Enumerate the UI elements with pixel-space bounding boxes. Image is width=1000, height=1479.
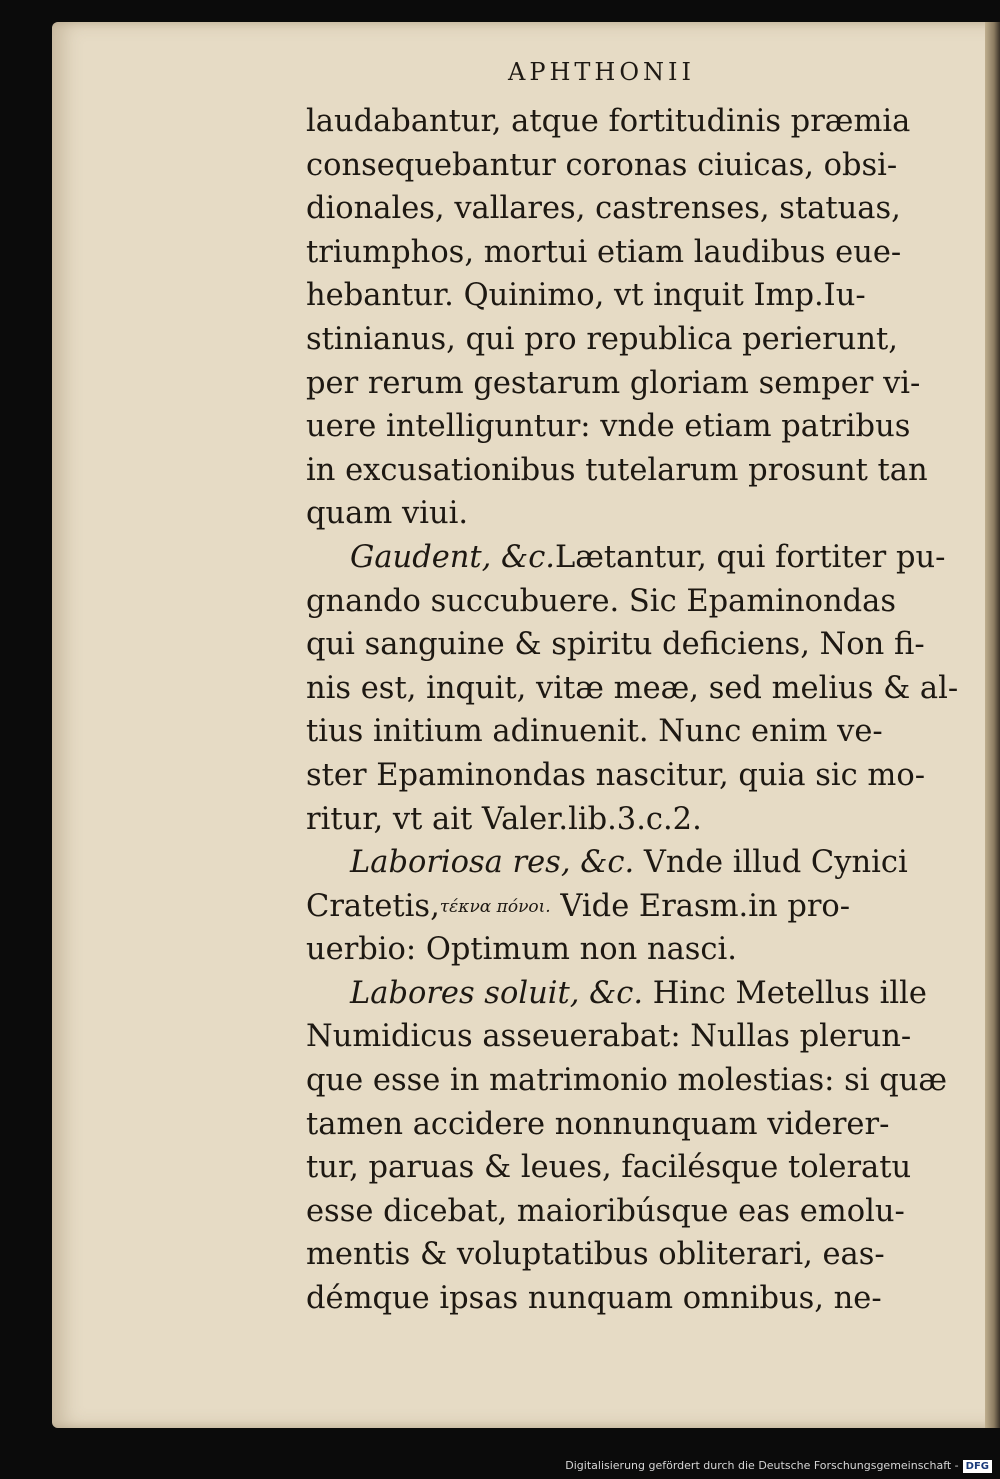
text-line: ritur, vt ait Valer.lib.3.c.2.	[306, 801, 702, 837]
text-line: esse dicebat, maioribúsque eas emolu-	[306, 1193, 905, 1229]
text-line: uere intelliguntur: vnde etiam patribus	[306, 409, 911, 445]
text-line: Cratetis,τέκνα πόνοι. Vide Erasm.in pro-	[306, 888, 851, 924]
text-line: gnando succubuere. Sic Epaminondas	[306, 583, 896, 619]
paragraph-start-line: Labores soluit, &c. Hinc Metellus ille	[350, 975, 927, 1011]
lemma: Laboriosa res, &c.	[350, 845, 635, 881]
text-line: quam viui.	[306, 496, 469, 532]
text-line: tius initium adinuenit. Nunc enim ve-	[306, 714, 883, 750]
text-line: mentis & voluptatibus obliterari, eas-	[306, 1237, 885, 1273]
text-line: nis est, inquit, vitæ meæ, sed melius & al-	[306, 670, 959, 706]
paragraph-start-line: Laboriosa res, &c. Vnde illud Cynici	[350, 845, 908, 881]
credit-text: Digitalisierung gefördert durch die Deutsche Forschungsgemeinschaft -	[565, 1459, 959, 1472]
text-line: tur, paruas & leues, facilésque toleratu	[306, 1150, 912, 1186]
dfg-logo: DFG	[963, 1460, 992, 1473]
text-line: hebantur. Quinimo, vt inquit Imp.Iu-	[306, 278, 866, 314]
text-line: uerbio: Optimum non nasci.	[306, 932, 737, 968]
text-line: que esse in matrimonio molestias: si quæ	[306, 1063, 948, 1099]
lemma: Gaudent, &c.	[350, 539, 555, 575]
text-line: ster Epaminondas nascitur, quia sic mo-	[306, 757, 925, 793]
text-line: stinianus, qui pro republica perierunt,	[306, 321, 898, 357]
text-line: in excusationibus tutelarum prosunt tan	[306, 452, 928, 488]
text-line: tamen accidere nonnunquam viderer-	[306, 1106, 890, 1142]
text-line: démque ipsas nunquam omnibus, ne-	[306, 1281, 882, 1317]
page-edge	[985, 22, 1000, 1428]
text-line: triumphos, mortui etiam laudibus eue-	[306, 234, 902, 270]
body-text	[306, 100, 966, 1321]
text-line: consequebantur coronas ciuicas, obsi-	[306, 147, 898, 183]
paragraph-start-line: Gaudent, &c.Lætantur, qui fortiter pu-	[350, 539, 946, 575]
digitization-credit	[565, 1459, 992, 1473]
text-line: dionales, vallares, castrenses, statuas,	[306, 191, 901, 227]
text-line: qui sanguine & spiritu deficiens, Non fi-	[306, 627, 925, 663]
greek-quote: τέκνα πόνοι.	[439, 896, 551, 917]
lemma: Labores soluit, &c.	[350, 975, 644, 1011]
text-line: laudabantur, atque fortitudinis præmia	[306, 104, 911, 139]
running-head: APHTHONII	[508, 58, 695, 86]
text-line: Numidicus asseuerabat: Nullas plerun-	[306, 1019, 912, 1055]
text-line: per rerum gestarum gloriam semper vi-	[306, 365, 921, 401]
